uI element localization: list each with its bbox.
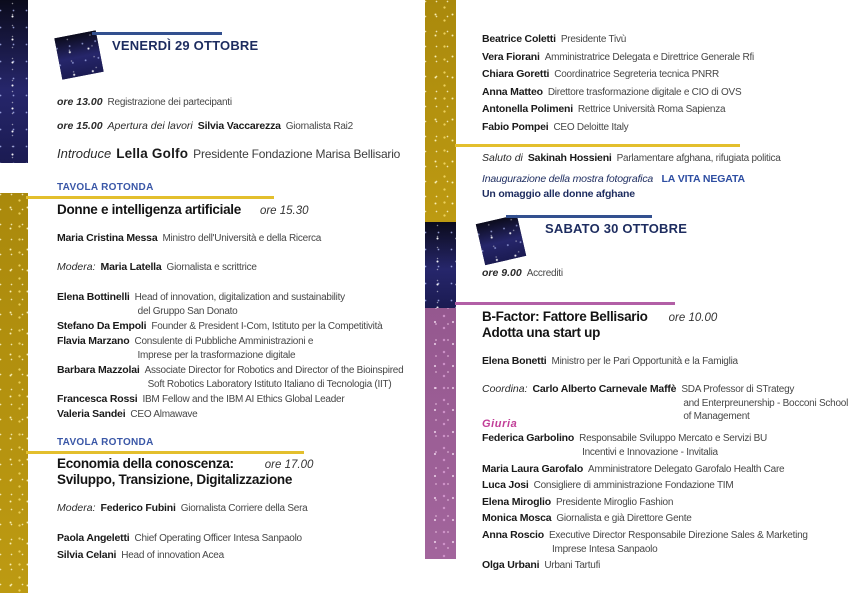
bfactor-title: B-Factor: Fattore Bellisario — [482, 309, 648, 324]
saluto-row — [482, 152, 848, 164]
saturday-day-title: SABATO 30 OTTOBRE — [545, 221, 688, 236]
speaker-role: Parlamentare afghana, rifugiata politica — [616, 153, 781, 164]
activity-label: Apertura dei lavori — [107, 120, 193, 132]
speaker-name: Elena Bonetti — [482, 355, 547, 367]
speaker-name: Silvia Vaccarezza — [197, 120, 281, 132]
jury-row — [482, 512, 850, 526]
speaker-row — [482, 68, 848, 82]
schedule-row — [57, 96, 423, 108]
session2-title-block — [57, 456, 313, 487]
bfactor-title-line2: Adotta una start up — [482, 325, 601, 340]
left-edge-gold-strip — [0, 193, 28, 593]
speaker-role-line2: and Enterpreunership - Bocconi School of Management — [683, 397, 849, 422]
friday-starry-square-icon — [54, 30, 103, 79]
session2-speakers — [57, 531, 429, 563]
speaker-role: Head of innovation Acea — [121, 550, 224, 561]
jury-row — [482, 559, 850, 573]
speaker-name: Maria Cristina Messa — [57, 232, 158, 244]
bfactor-title-block — [482, 309, 717, 340]
speaker-role: Chief Operating Officer Intesa Sanpaolo — [134, 533, 302, 544]
schedule-row — [57, 120, 423, 132]
session2-kicker: TAVOLA ROTONDA — [57, 437, 154, 448]
speaker-name: Elena Miroglio — [482, 495, 551, 508]
keynote-row — [57, 232, 423, 246]
session2-time: ore 17.00 — [264, 459, 314, 471]
speaker-row — [57, 531, 429, 546]
speaker-role: IBM Fellow and the IBM AI Ethics Global Leader — [142, 394, 345, 405]
speaker-name: Federico Fubini — [100, 502, 176, 514]
speaker-name: Francesca Rossi — [57, 393, 138, 405]
speaker-role: Head of innovation, digitalization and sustainability — [134, 292, 345, 303]
speaker-name: Anna Matteo — [482, 85, 543, 98]
left-edge-navy-strip — [0, 0, 28, 163]
speaker-name: Lella Golfo — [116, 146, 189, 161]
speaker-role-line2: Soft Robotics Laboratory Istituto Italiano di Tecnologia (IIT) — [147, 379, 392, 390]
speaker-name: Olga Urbani — [482, 559, 540, 571]
speaker-role: Founder & President I-Com, Istituto per la Competitività — [151, 321, 383, 332]
speaker-name: Chiara Goretti — [482, 68, 550, 80]
speaker-role: Coordinatrice Segreteria tecnica PNRR — [554, 69, 719, 80]
speaker-name: Stefano Da Empoli — [57, 320, 147, 332]
speaker-role: Direttore trasformazione digitale e CIO di OVS — [547, 86, 742, 98]
speaker-name: Barbara Mazzolai — [57, 364, 140, 376]
keynote-row — [482, 355, 848, 369]
speaker-row — [482, 33, 848, 47]
session1-time: ore 15.30 — [259, 205, 309, 217]
speaker-role-line2: Imprese per la trasformazione digitale — [137, 350, 296, 361]
speaker-name: Monica Mosca — [482, 512, 552, 524]
speaker-role-line2: Incentivi e Innovazione - Invitalia — [582, 447, 718, 458]
giuria-list — [482, 432, 850, 576]
speaker-name: Carlo Alberto Carnevale Maffè — [532, 383, 677, 395]
speaker-role: Ministro dell'Università e della Ricerca — [162, 233, 322, 244]
speaker-role: SDA Professor di STrategy — [681, 384, 795, 395]
session1-speakers — [57, 290, 429, 422]
time-label: ore 9.00 — [482, 267, 522, 279]
speaker-row — [57, 548, 429, 563]
speaker-role: Giornalista e scrittrice — [166, 262, 257, 273]
speaker-role: Giornalista e già Direttore Gente — [556, 513, 692, 524]
saturday-header-rule — [506, 215, 652, 218]
center-purple-strip — [425, 308, 456, 559]
moderator-label: Modera: — [57, 261, 96, 273]
speaker-name: Anna Roscio — [482, 528, 544, 541]
speaker-name: Federica Garbolino — [482, 432, 575, 444]
moderator-row — [57, 502, 423, 514]
speaker-role: Consulente di Pubbliche Amministrazioni e — [134, 336, 314, 347]
mostra-title: LA VITA NEGATA — [661, 173, 746, 185]
speaker-row — [482, 103, 848, 117]
mostra-block — [482, 169, 848, 200]
jury-row — [482, 529, 850, 557]
speaker-name: Elena Bottinelli — [57, 291, 130, 303]
speaker-name: Flavia Marzano — [57, 335, 130, 347]
jury-row — [482, 432, 850, 460]
session2-title-line2: Sviluppo, Transizione, Digitalizzazione — [57, 472, 293, 487]
speaker-role: Associate Director for Robotics and Director of the Bioinspired — [144, 365, 404, 376]
speaker-name: Sakinah Hossieni — [527, 152, 612, 164]
speaker-name: Fabio Pompei — [482, 120, 549, 133]
friday-day-title: VENERDÌ 29 OTTOBRE — [112, 38, 259, 53]
saluto-rule — [455, 144, 740, 147]
speaker-row — [482, 86, 848, 100]
moderator-label: Modera: — [57, 502, 96, 514]
speaker-role: Urbani Tartufi — [544, 560, 601, 571]
jury-row — [482, 496, 850, 510]
speaker-row — [482, 51, 848, 65]
speaker-name: Luca Josi — [482, 479, 529, 491]
speaker-row — [482, 121, 848, 135]
mostra-subtitle: Un omaggio alle donne afghane — [482, 188, 635, 200]
speaker-name: Beatrice Coletti — [482, 33, 556, 45]
speaker-role: CEO Almawave — [130, 409, 198, 420]
speaker-role: Ministro per le Pari Opportunità e la Famiglia — [551, 356, 738, 367]
speaker-name: Maria Latella — [100, 261, 162, 273]
jury-row — [482, 479, 850, 493]
session1-title: Donne e intelligenza artificiale — [57, 202, 241, 217]
session1-title-row — [57, 202, 309, 217]
speaker-role: Amministratrice Delegata e Direttrice Generale Rfi — [544, 51, 754, 63]
session2-title: Economia della conoscenza: — [57, 456, 234, 471]
speaker-role-line2: del Gruppo San Donato — [137, 306, 238, 317]
introduce-row — [57, 146, 427, 161]
moderator-row — [57, 261, 423, 273]
speaker-role: Executive Director Responsabile Direzione Sales & Marketing — [548, 529, 808, 541]
speaker-row — [57, 319, 429, 334]
introduce-label: Introduce — [57, 146, 112, 161]
speaker-role: Presidente Tivù — [560, 34, 627, 45]
friday-speakers-continued — [482, 33, 848, 138]
speaker-name: Valeria Sandei — [57, 408, 126, 420]
speaker-row — [57, 363, 429, 392]
friday-schedule — [57, 96, 423, 132]
saluto-label: Saluto di — [482, 152, 523, 164]
giuria-label: Giuria — [482, 418, 518, 430]
speaker-role: CEO Deloitte Italy — [553, 121, 629, 133]
speaker-row — [57, 290, 429, 319]
time-label: ore 15.00 — [57, 120, 103, 132]
speaker-row — [57, 334, 429, 363]
friday-header-rule — [92, 32, 222, 35]
bfactor-time: ore 10.00 — [668, 312, 718, 324]
speaker-row — [57, 407, 429, 422]
speaker-row — [57, 392, 429, 407]
speaker-name: Antonella Polimeni — [482, 103, 573, 115]
speaker-name: Paola Angeletti — [57, 532, 130, 544]
speaker-name: Silvia Celani — [57, 549, 117, 561]
saturday-starry-square-icon — [476, 215, 526, 265]
speaker-role: Giornalista Corriere della Sera — [180, 503, 308, 514]
speaker-role: Responsabile Sviluppo Mercato e Servizi BU — [579, 433, 768, 444]
mostra-intro: Inaugurazione della mostra fotografica — [482, 173, 654, 185]
jury-row — [482, 463, 850, 477]
session2-rule — [26, 451, 304, 454]
center-navy-strip — [425, 222, 456, 308]
speaker-role-line2: Imprese Intesa Sanpaolo — [551, 543, 658, 555]
speaker-role: Consigliere di amministrazione Fondazione TIM — [533, 480, 734, 491]
time-label: ore 13.00 — [57, 96, 103, 108]
schedule-row — [482, 267, 563, 279]
session1-rule — [26, 196, 274, 199]
speaker-role: Giornalista Rai2 — [285, 121, 353, 132]
activity-desc: Registrazione dei partecipanti — [107, 97, 232, 108]
coordinator-row — [482, 383, 850, 424]
speaker-role: Presidente Miroglio Fashion — [555, 496, 674, 508]
speaker-role: Presidente Fondazione Marisa Bellisario — [193, 147, 401, 161]
session1-kicker: TAVOLA ROTONDA — [57, 182, 154, 193]
activity-desc: Accrediti — [526, 268, 563, 279]
speaker-name: Vera Fiorani — [482, 50, 540, 63]
speaker-role: Amministratore Delegato Garofalo Health Care — [588, 463, 785, 475]
coordinator-label: Coordina: — [482, 383, 528, 395]
speaker-name: Maria Laura Garofalo — [482, 462, 584, 475]
bfactor-rule — [455, 302, 675, 305]
speaker-role: Rettrice Università Roma Sapienza — [577, 104, 726, 115]
center-gold-strip — [425, 0, 456, 222]
